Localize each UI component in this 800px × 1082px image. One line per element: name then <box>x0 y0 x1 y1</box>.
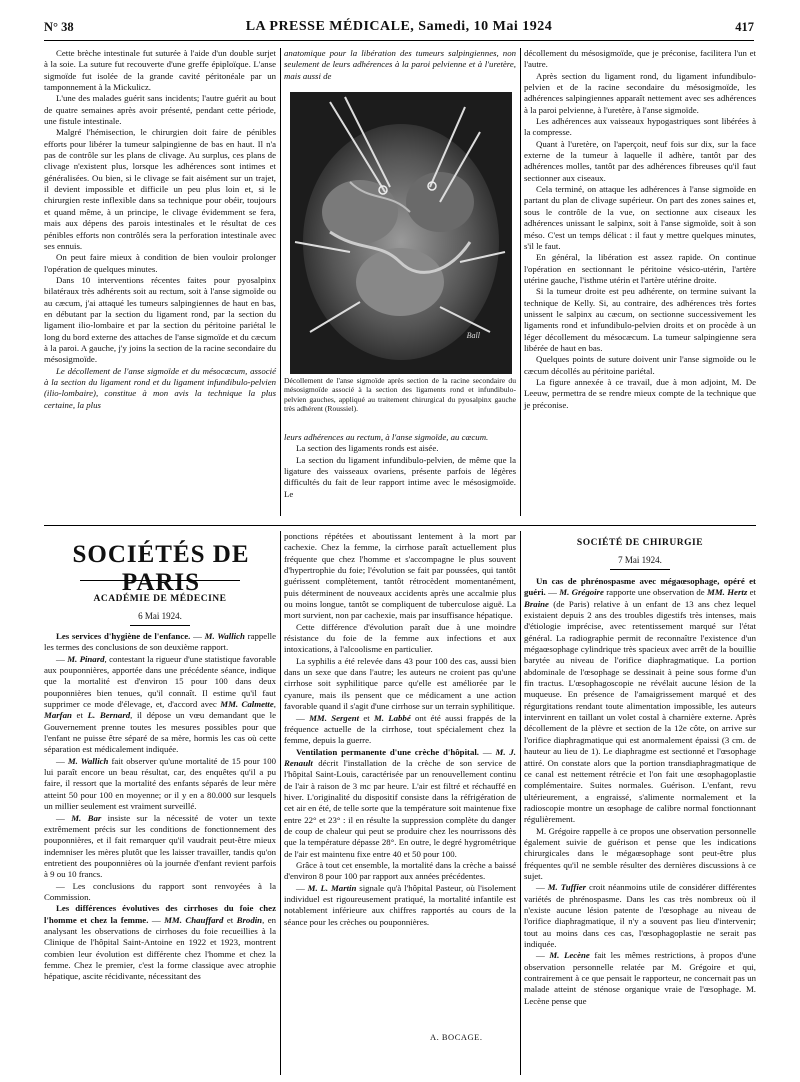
paragraph: Malgré l'hémisection, le chirurgien doit faire de pénibles efforts pour libérer la tumeur salpingienne de bas en haut. Il n'a pas de contrôle sur les plans de clivage. Au surplus, ces plans de clivage n'existent plus, lorsque les adhérences sont intimes et généralisées. Ou bien, si le clivage se fait aisément sur un trajet, il devient impossible et difficile un peu plus loin et, si le chirurgien reste inflexible dans sa technique pour obéir, toujours et quand même, à un principe, le clivage évidemment se fera, mais aux dépens des parois intestinales et le résultat de ces pénibles efforts non contrôlés sera la perforation intestinale avec ses ennuis. <box>44 127 276 251</box>
issue-number: N° 38 <box>44 20 74 34</box>
heading-underline <box>80 580 240 581</box>
column-divider <box>280 531 281 1075</box>
chirurgie-date: 7 Mai 1924. <box>618 555 662 565</box>
paragraph: leurs adhérences au rectum, à l'anse sigmoïde, au cæcum. <box>284 432 489 442</box>
paragraph: La section des ligaments ronds est aisée. <box>296 443 439 454</box>
paragraph: Si la tumeur droite est peu adhérente, on termine suivant la technique de Kelly. Si, au contraire, des adhérences très fortes unissent le salpinx au cæcum, on sectionne successivement les ligaments rond et infundibulo-pelvien droits et on procède à un léger décollement du mésocæcum. La tumeur salpingienne sera libérée de haut en bas. <box>524 286 756 353</box>
figure-caption: Décollement de l'anse sigmoïde après section de la racine secondaire du mésosigmoïde associé à la section des ligaments rond et infundibulo-pelvien gauches, appliqué au traitement chirurgical du pyosalpinx gauche très adhérent (Roussiel). <box>284 376 516 414</box>
article-column-3 <box>524 48 756 411</box>
column-divider <box>520 531 521 1075</box>
paragraph: La section du ligament infundibulo-pelvien, de même que la ligature des vaisseaux ovariens, présente parfois de légères difficultés du fait de leur rapport intime avec le mésosigmoïde. Le <box>284 454 516 499</box>
academie-column-1 <box>44 631 276 983</box>
paragraph: Après section du ligament rond, du ligament infundibulo-pelvien et de la racine secondaire du mésosigmoïde, les adhérences salpingiennes apparaît nettement avec ses adhérences à la paroi pelvienne, à l'uretère, à l'anse sigmoïde. <box>524 70 756 115</box>
engraver-signature: Ball <box>466 331 480 340</box>
column-divider <box>520 48 521 516</box>
paragraph: Les différences évolutives des cirrhoses du foie chez l'homme et chez la femme. — MM. Chauffard et Brodin, en analysant les observations de cirrhoses du foie recueillies à la Clinique de l'hôpital Saint-Antoine en 1922 et 1923, montrent combien leur évolution est différente chez l'homme et chez la femme. Chez le premier, c'est la forme classique avec atrophie hépatique, ascite récidivante, nécessitant des <box>44 903 277 982</box>
paragraph: Quant à l'uretère, on l'aperçoit, neuf fois sur dix, sur la face externe de la tumeur à laquelle il adhère, tantôt par des adhérences molles, tantôt par des adhérences fibreuses qu'il faut sectionner aux ciseaux. <box>524 138 756 183</box>
paragraph: Cela terminé, on attaque les adhérences à l'anse sigmoïde en partant du plan de clivage supérieur. On part des zones saines et, sous le contrôle de la vue, on sectionne aux ciseaux les adhérences unissant le salpinx, soit à l'anse sigmoïde, soit à son méso. C'est un temps délicat : il faut y mettre quelques minutes, s'il le faut. <box>524 184 756 251</box>
surgical-illustration <box>290 92 512 374</box>
paragraph: En général, la libération est assez rapide. On continue l'opération en sectionnant le péritoine vésico-utérin, l'artère utérine gauche, l'isthme utérin et l'artère utérine droite. <box>524 252 756 285</box>
paragraph: — M. Tuffier croit néanmoins utile de considérer différentes variétés de phrénospasme. Dans les cas très nombreux où il n'existe aucune lésion patente de l'œsophage au niveau de l'orifice diaphragmatique, il n'y a souvent pas lieu d'intervenir; tout au moins dans ces cas, l'œsophagoplastie ne serait pas indiquée. <box>524 882 756 949</box>
chirurgie-heading: SOCIÉTÉ DE CHIRURGIE <box>576 538 704 548</box>
paragraph: Quelques points de suture doivent unir l'anse sigmoïde ou le cæcum décollés au péritoine pariétal. <box>524 354 756 376</box>
paragraph: Cette brèche intestinale fut suturée à l'aide d'un double surjet à la soie. La suture fut recouverte d'une greffe épiploïque. L'anse sigmoïde fut isolée de la grande cavité péritonéale par un tamponnement à la Mickulicz. <box>44 48 276 93</box>
paragraph: — MM. Sergent et M. Labbé ont été aussi frappés de la fréquence actuelle de la cirrhose, tout spécialement chez la femme, depuis la guerre. <box>284 712 517 746</box>
paragraph: Le décollement de l'anse sigmoïde et du mésocæcum, associé à la section du ligament rond et du ligament infundibulo-pelvien (ilio-lombaire), constitue à mon avis la technique la plus certaine, la plus <box>44 365 276 410</box>
author-signature: A. BOCAGE. <box>430 1032 483 1042</box>
paragraph: L'une des malades guérit sans incidents; l'autre guérit au bout de quatre semaines après avoir présenté, pendant cette période, une fistule intestinale. <box>44 93 276 127</box>
paragraph: Ventilation permanente d'une crèche d'hôpital. — M. J. Renault décrit l'installation de la crèche de son service de l'hôpital Saint-Louis, caractérisée par un renouvellement continu de l'air à raison de 3 mc par heure. L'air est filtré et réchauffé en hiver. L'originalité du dispositif consiste dans la réfrigération de cet air en été, de telle sorte que la température soit maintenue fixe entre 22° et 23° : il en résulte la suppression complète du danger de coup de chaleur qui peut se produire chez les nourrissons dès que la température dépasse 28°. En outre, le degré hygrométrique de l'air est maintenu fixe entre 40 et 50 pour 100. <box>284 746 516 859</box>
paragraph: Les adhérences aux vaisseaux hypogastriques sont libérées à la compresse. <box>524 116 756 138</box>
academie-rule <box>130 625 190 626</box>
paragraph: — M. Lecène fait les mêmes restrictions, à propos d'une observation personnelle relatée par M. Grégoire et qui, contrairement à ce que pensait le rapporteur, ne concernait pas un malade atteint de sténose organique vraie de l'œsophage. M. Lecène pense que <box>524 950 756 1006</box>
page-header <box>44 16 754 41</box>
academie-date: 6 Mai 1924. <box>138 611 182 621</box>
section-heading: SOCIÉTÉS DE PARIS <box>72 541 250 596</box>
academie-heading: ACADÉMIE DE MÉDECINE <box>93 594 227 604</box>
paragraph: — Les conclusions du rapport sont renvoyées à la Commission. <box>44 880 276 902</box>
paragraph: La syphilis a été relevée dans 43 pour 100 des cas, aussi bien dans un sexe que dans l'autre; les auteurs ne croient pas qu'une cirrhose soit syphilitique parce qu'elle est améliorée par le cyanure, mais ils pensent que ce médicament a une action favorable quand il s'agit d'une cirrhose sur un terrain syphilitique. <box>284 655 516 712</box>
paragraph: On peut faire mieux à condition de bien vouloir prolonger l'opération de quelques minutes. <box>44 252 276 274</box>
paragraph: Grâce à tout cet ensemble, la mortalité dans la crèche a baissé d'environ 8 pour 100 par rapport aux années précédentes. <box>284 859 516 882</box>
paragraph: — M. Pinard, contestant la rigueur d'une statistique favorable aux pouponnières, apportée dans une précédente séance, indique que la mortalité est d'environ 15 pour 100 dans deux pouponnières bien tenues, qu'il connaît. Il estime qu'il faut supprimer ce mode d'élevage, et, d'accord avec MM. Calmette, Marfan et L. Bernard, il dépose un vœu demandant que le Gouvernement prenne toutes les mesures possibles pour que l'enfant ne puisse être séparé de sa mère, hormis les cas où cette séparation est médicalement indiquée. <box>44 653 277 755</box>
paragraph: — M. L. Martin signale qu'à l'hôpital Pasteur, où l'isolement individuel est rigoureusement pratiqué, la mortalité infantile est notablement inférieure aux chiffres rapportés au cours de la séance pour les crèches ou pouponnières. <box>284 882 516 927</box>
chirurgie-column <box>524 576 756 1007</box>
paragraph: Un cas de phrénospasme avec mégaœsophage, opéré et guéri. — M. Grégoire rapporte une observation de MM. Hertz et Braine (de Paris) relative à un enfant de 13 ans chez lequel existaient depuis 2 ans des troubles digestifs très intenses, mais d'étiologie imprécise, avec retentissement marqué sur l'état général. La radiographie permit de reconnaître l'existence d'un mégaœsophage cylindrique très spacieux avec arrêt de la bouillie barytée au niveau de l'orifice diaphragmatique. La portion abdominale de l'œsophage se dessinait à peine sous forme d'un fin tractus. L'œsophagoscopie ne révélait aucune lésion de la muqueuse. En présence de l'amaigrissement marqué et des régurgitations rendant toute alimentation impossible, les auteurs intervinrent en taillant un volet costal à charnière externe. Après décollement de la plèvre et section de la 12e côte, on arrive sur l'orifice diaphragmatique qui est anormalement épaissi (3 cm. de hauteur au lieu de 1). Le diaphragme est sectionné et l'œsophage attiré. On constate alors que la portion transdiaphragmatique de ce canal est nettement rétrécie et l'on fait une œsophagoplastie complémentaire. Suites normales. Guérison. L'enfant, revu ultérieurement, a engraissé, s'alimente normalement et la radioscopie montre un œsophage de calibre normal fonctionnant régulièrement. <box>524 576 756 825</box>
academie-column-2 <box>284 531 516 928</box>
paragraph: — M. Bar insiste sur la nécessité de voter un texte extrêmement précis sur les conditions de fonctionnement des pouponnières, et il fait remarquer qu'il vaudrait peut-être mieux indemniser les mères plutôt que les laisser travailler, tandis qu'on entretient des pouponnières où la journée d'enfant revient parfois à 9 ou 10 francs. <box>44 812 276 880</box>
paragraph: M. Grégoire rappelle à ce propos une observation personnelle également suivie de guérison et pense que les indications chirurgicales dans le mégaœsophage sont peut-être plus fréquentes qu'il ne semble résulter des dernières discussions à ce sujet. <box>524 825 756 881</box>
paragraph: décollement du mésosigmoïde, que je préconise, facilitera l'un et l'autre. <box>524 48 756 70</box>
paragraph: — M. Wallich fait observer qu'une mortalité de 15 pour 100 lui paraît encore un beau résultat, car, des enquêtes qu'il a pu faire, il ressort que la mortalité des enfants séparés de leur mère atteint 50 pour 100 en moyenne; or il y en a 80.000 sur lesquels un millier seulement est vraiment surveillé. <box>44 755 276 812</box>
paragraph: Les services d'hygiène de l'enfance. — M. Wallich rappelle les termes des conclusions de son deuxième rapport. <box>44 631 276 653</box>
paragraph: anatomique pour la libération des tumeurs salpingiennes, non seulement de leurs adhérences à la paroi pelvienne et à l'uretère, mais aussi de <box>284 48 516 81</box>
article-column-1 <box>44 48 276 411</box>
paragraph: Cette différence d'évolution paraît due à une moindre résistance du foie de la femme aux infections et aux intoxications, à l'alcoolisme en particulier. <box>284 621 516 655</box>
section-divider <box>44 525 756 526</box>
paragraph: ponctions répétées et aboutissant lentement à la mort par cachexie. Chez la femme, la cirrhose paraît actuellement plus fréquente que chez l'homme et s'accompagne le plus souvent d'hypertrophie du foie; l'évolution se fait par poussées, qui tantôt guérissent complètement, tantôt rétrocèdent momentanément, puis déterminent de nouveaux accidents après une accalmie plus ou moins longue, tantôt se compliquent de tuberculose aiguë. La mort survient, non par cachexie, mais par insuffisance hépatique. <box>284 531 516 621</box>
paragraph: Dans 10 interventions récentes faites pour pyosalpinx bilatéraux très adhérents soit au rectum, soit à l'anse sigmoïde ou au cæcum, j'ai attaqué les tumeurs salpingiennes de haut en bas, en débutant par la section du ligament rond, par la section du ligament ilio-lombaire et par la section du péritoine pariétal le long du bord externe des attaches de l'anse sigmoïde et du cæcum à la paroi. A gauche, j'y joins la section de la racine secondaire du mésosigmoïde. <box>44 274 276 365</box>
page-number: 417 <box>735 20 754 34</box>
column-divider <box>280 48 281 516</box>
paragraph: La figure annexée à ce travail, due à mon adjoint, M. De Leeuw, permettra de se rendre mieux compte de la technique que je préconise. <box>524 376 756 410</box>
article-column-2-top <box>284 48 516 82</box>
journal-title: LA PRESSE MÉDICALE, Samedi, 10 Mai 1924 <box>245 19 553 34</box>
article-column-2-bottom <box>284 432 516 500</box>
chirurgie-rule <box>610 569 670 570</box>
